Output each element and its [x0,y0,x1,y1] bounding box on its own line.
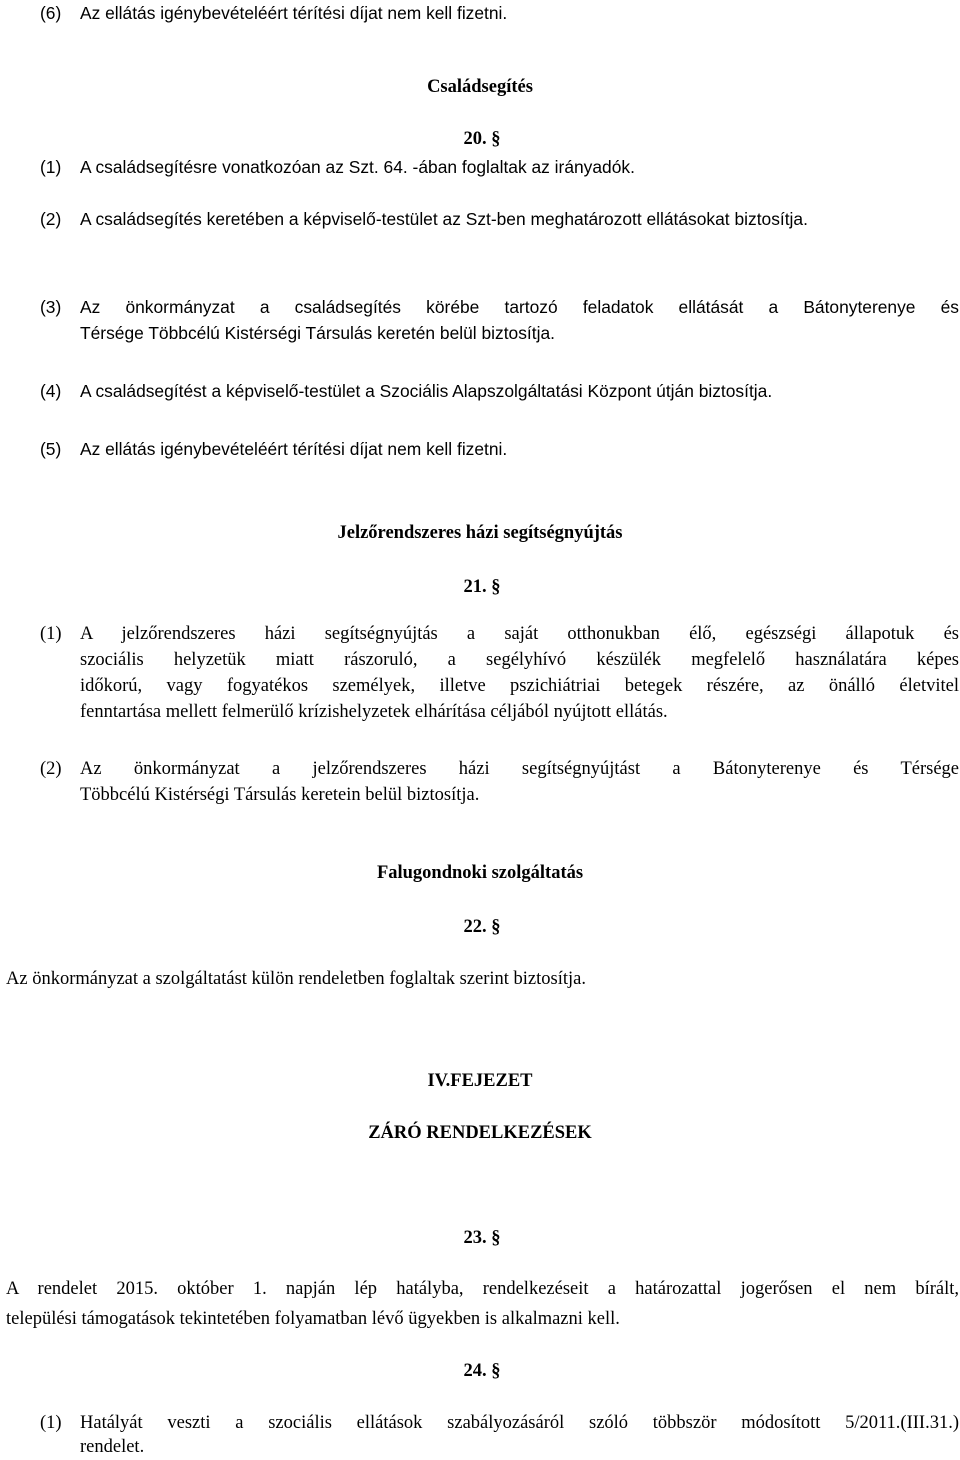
section-number: 21. [463,577,487,597]
section-sign-icon: § [486,917,501,937]
section-heading-jelzorendszeres: Jelzőrendszeres házi segítségnyújtás [337,523,623,543]
paragraph-number: (3) [40,297,62,317]
paragraph-line: Térsége Többcélú Kistérségi Társulás keretén belül biztosítja. [80,323,555,343]
paragraph-number: (1) [40,624,62,644]
section-number: 24. [463,1361,487,1381]
paragraph-line: időkorú, vagy fogyatékos személyek, illetve pszichiátriai betegek részére, az önálló életvitel [80,676,959,696]
paragraph-line: rendelet. [80,1437,145,1457]
paragraph-text: Az ellátás igénybevételéért térítési díjat nem kell fizetni. [80,439,508,459]
paragraph-number: (6) [40,3,62,23]
paragraph-line: Az önkormányzat a jelzőrendszeres házi segítségnyújtást a Bátonyterenye és Térsége [80,759,959,779]
paragraph-line: Többcélú Kistérségi Társulás keretein belül biztosítja. [80,785,480,805]
paragraph-line: A jelzőrendszeres házi segítségnyújtás a saját otthonukban élő, egészségi állapotuk és [80,624,959,644]
section-heading-falugondnoki: Falugondnoki szolgáltatás [376,863,584,883]
section-sign-icon: § [486,1361,501,1381]
section-heading-csaladsegites: Családsegítés [427,77,533,97]
paragraph-line: Az önkormányzat a családsegítés körébe tartozó feladatok ellátását a Bátonyterenye és [80,297,959,317]
paragraph-number: (2) [40,759,62,779]
paragraph-line: szociális helyzetük miatt rászoruló, a segélyhívó készülék megfelelő használatára képes [80,650,959,670]
paragraph-line: A rendelet 2015. október 1. napján lép hatályba, rendelkezéseit a határozattal jogerősen el nem bírált, [6,1279,959,1299]
paragraph-number: (1) [40,157,62,177]
chapter-heading: IV.FEJEZET [427,1071,533,1091]
paragraph-text: A családsegítésre vonatkozóan az Szt. 64. -ában foglaltak az irányadók. [80,157,635,177]
section-number: 23. [463,1228,487,1248]
section-number-21 [0,574,960,600]
section-sign-icon: § [486,129,501,149]
section-number-23 [0,1225,960,1251]
section-number: 20. [463,129,487,149]
chapter-title: ZÁRÓ RENDELKEZÉSEK [368,1123,592,1143]
paragraph-22: Az önkormányzat a szolgáltatást külön rendeletben foglaltak szerint biztosítja. [6,969,586,989]
section-sign-icon: § [486,577,501,597]
section-sign-icon: § [486,1228,501,1248]
section-number-20 [0,126,960,152]
paragraph-text: Az ellátás igénybevételéért térítési díjat nem kell fizetni. [80,3,508,23]
paragraph-text: A családsegítés keretében a képviselő-testület az Szt-ben meghatározott ellátásokat biztosítja. [80,209,808,229]
paragraph-line: fenntartása mellett felmerülő krízishelyzetek elhárítása céljából nyújtott ellátás. [80,702,668,722]
paragraph-number: (2) [40,209,62,229]
section-number-22 [0,914,960,940]
section-number-24 [0,1358,960,1384]
section-number: 22. [463,917,487,937]
paragraph-text: A családsegítést a képviselő-testület a Szociális Alapszolgáltatási Központ útján biztosítja. [80,381,773,401]
paragraph-line: települési támogatások tekintetében folyamatban lévő ügyekben is alkalmazni kell. [6,1309,620,1329]
paragraph-number: (1) [40,1413,62,1433]
paragraph-number: (5) [40,439,62,459]
paragraph-line: Hatályát veszti a szociális ellátások szabályozásáról szóló többször módosított 5/2011.(III.31.) [80,1413,959,1433]
paragraph-number: (4) [40,381,62,401]
